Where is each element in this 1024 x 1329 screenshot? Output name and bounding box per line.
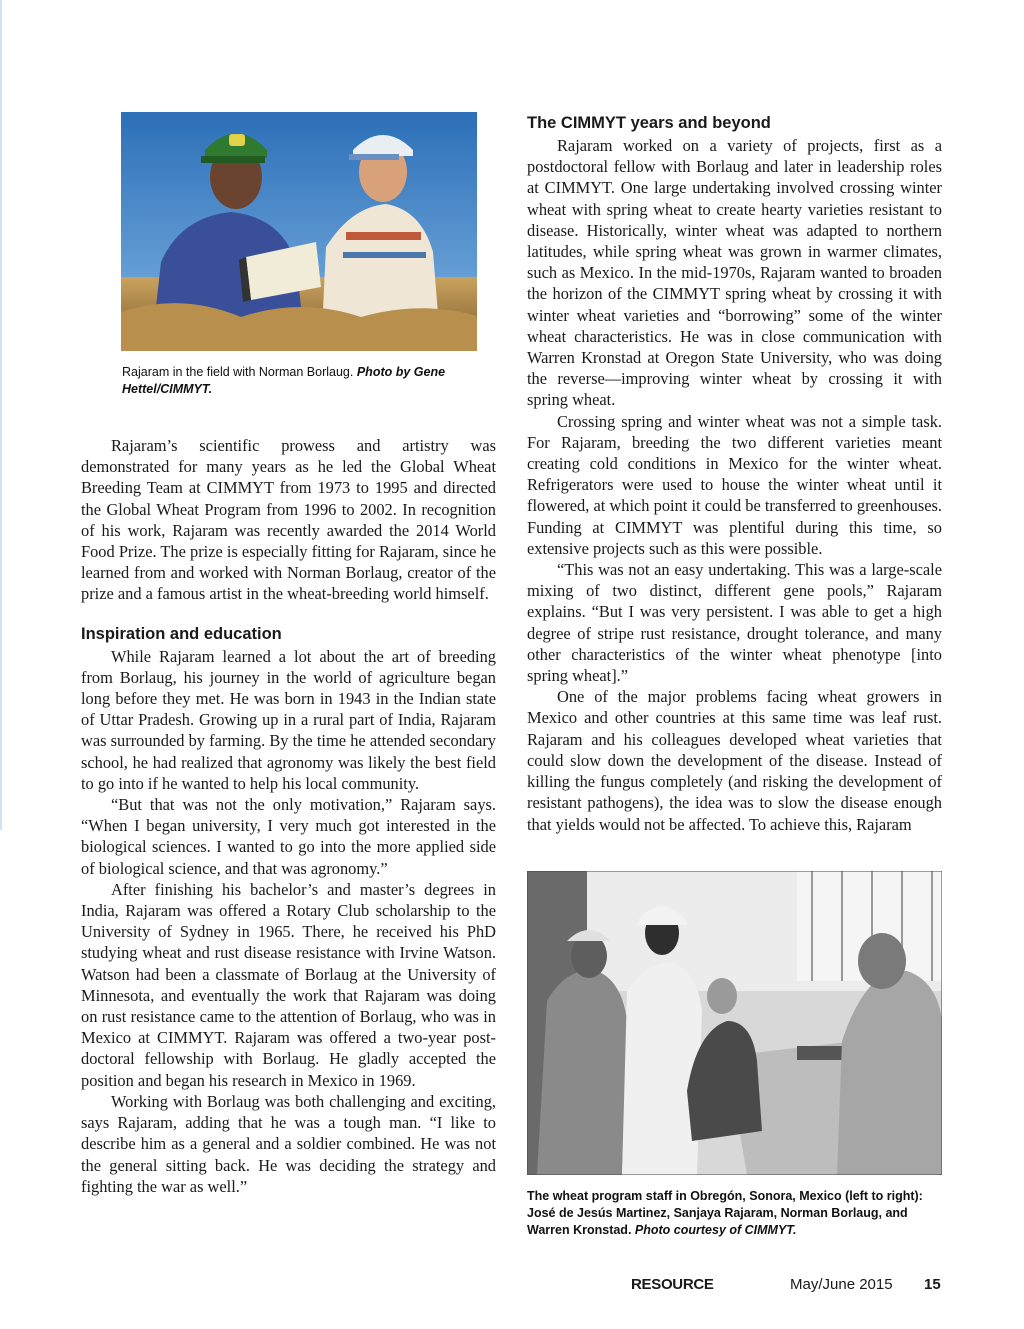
magazine-name: RESOURCE bbox=[631, 1276, 714, 1293]
left-paragraph-4: Working with Borlaug was both challenging and exciting, says Rajaram, adding that he was a tough man. “I like to describe him as a general and a soldier combined. He was not the general sitting back. He was deciding the strategy and fighting the war as well.” bbox=[81, 1091, 496, 1196]
photo2-caption-credit: Photo courtesy of CIMMYT. bbox=[634, 1223, 797, 1237]
right-paragraph-4: One of the major problems facing wheat growers in Mexico and other countries at this same time was leaf rust. Rajaram and his colleagues developed wheat varieties that could slow down the development of the disease. Instead of killing the fungus completely (and risking the development of resistant pathogens), the idea was to slow the disease enough that yields would not be affected. To achieve this, Rajaram bbox=[527, 687, 942, 834]
page-footer bbox=[0, 1276, 1024, 1300]
left-paragraph-3: After finishing his bachelor’s and master’s degrees in India, Rajaram was offered a Rotary Club scholarship to the University of Sydney in 1965. There, he received his PhD studying wheat and rust disease resistance with Irvine Watson. Watson had been a classmate of Borlaug at the University of Minnesota, and eventually the work that Rajaram was doing on rust resistance came to the attention of Borlaug, who was in Mexico at CIMMYT. Rajaram was offered a two-year post-doctoral fellowship with Borlaug. He gladly accepted the position and began his research in Mexico in 1969. bbox=[81, 879, 496, 1090]
right-paragraph-2: Crossing spring and winter wheat was not a simple task. For Rajaram, breeding the two different varieties meant creating cold conditions in Mexico for the winter wheat. Refrigerators were used to house the winter wheat until it flowered, at which point it could be transferred to greenhouses. Funding at CIMMYT was plentiful during this time, so extensive projects such as this were possible. bbox=[527, 411, 942, 558]
photo2-caption bbox=[527, 1188, 947, 1239]
right-paragraph-3: “This was not an easy undertaking. This was a large-scale mixing of two distinct, different gene pools,” Rajaram explains. “But I was very persistent. I was able to get a high degree of stripe rust resistance, drought tolerance, and many other characteristics of the winter wheat phenotype [into spring wheat].” bbox=[527, 560, 942, 686]
right-column bbox=[527, 112, 942, 835]
photo1-caption-text: Rajaram in the field with Norman Borlaug. bbox=[122, 365, 354, 379]
left-column bbox=[81, 435, 496, 1197]
page-edge-rule bbox=[0, 0, 2, 830]
left-paragraph-2: “But that was not the only motivation,” Rajaram says. “When I began university, I very much got interested in the biological sciences. I wanted to go into the more applied side of biological science, and that was agronomy.” bbox=[81, 795, 496, 878]
photo-wheat-program-staff bbox=[527, 871, 942, 1175]
intro-paragraph: Rajaram’s scientific prowess and artistry was demonstrated for many years as he led the Global Wheat Breeding Team at CIMMYT from 1973 to 1995 and directed the Global Wheat Program from 1996 to 2002. In recognition of his work, Rajaram was recently awarded the 2014 World Food Prize. The prize is especially fitting for Rajaram, since he learned from and worked with Norman Borlaug, creator of the prize and a famous artist in the wheat-breeding world himself. bbox=[81, 436, 496, 604]
photo1-caption bbox=[122, 364, 482, 398]
photo-rajaram-borlaug-field bbox=[121, 112, 477, 351]
page-number: 15 bbox=[924, 1276, 941, 1293]
left-paragraph-1: While Rajaram learned a lot about the art of breeding from Borlaug, his journey in the world of agriculture began long before they met. He was born in 1943 in the Indian state of Uttar Pradesh. Growing up in a rural part of India, Rajaram was surrounded by farming. By the time he attended secondary school, he had realized that agronomy was likely the best field to go into if he wanted to help his local community. bbox=[81, 646, 496, 793]
photo1-caption-credit: Photo by Gene Hettel/CIMMYT. bbox=[122, 365, 446, 396]
right-paragraph-1: Rajaram worked on a variety of projects, first as a postdoctoral fellow with Borlaug and later in leadership roles at CIMMYT. One large undertaking involved crossing winter wheat with spring wheat to create hearty varieties resistant to disease. Historically, winter wheat was adapted to northern latitudes, while spring wheat was grown in warmer climates, such as Mexico. In the mid-1970s, Rajaram wanted to broaden the horizon of the CIMMYT spring wheat by crossing it with winter wheat varieties and “borrowing” some of the winter wheat characteristics. He was in close communication with Warren Kronstad at Oregon State University, who was doing the reverse—improving winter wheat by crossing it with spring wheat. bbox=[527, 136, 942, 410]
heading-inspiration-education: Inspiration and education bbox=[81, 624, 282, 643]
heading-cimmyt-years: The CIMMYT years and beyond bbox=[527, 114, 771, 132]
issue-date: May/June 2015 bbox=[790, 1276, 893, 1293]
photo2-caption-text: The wheat program staff in Obregón, Sonora, Mexico (left to right): José de Jesús Martinez, Sanjaya Rajaram, Norman Borlaug, and Warren Kronstad. bbox=[527, 1189, 923, 1237]
